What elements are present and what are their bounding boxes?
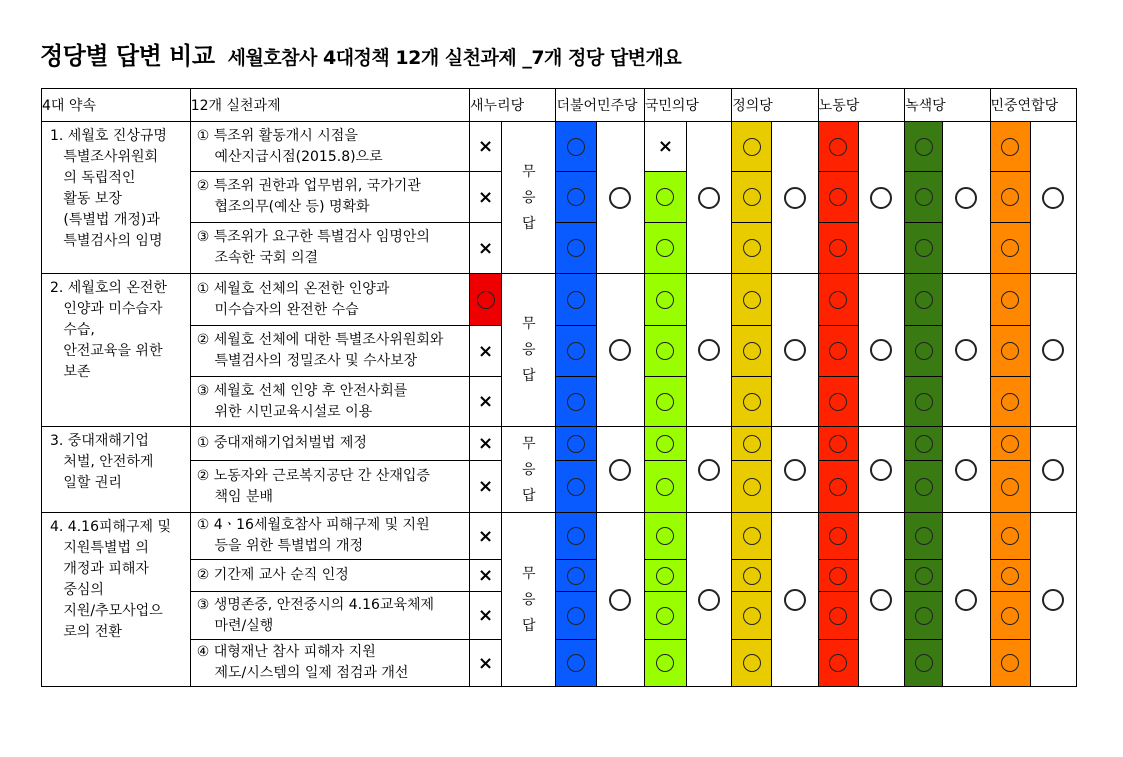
circle-icon <box>656 239 674 257</box>
circle-icon <box>656 654 674 672</box>
circle-icon <box>743 567 761 585</box>
circle-icon <box>656 607 674 625</box>
table-cell <box>818 326 858 377</box>
party-summary <box>858 513 904 687</box>
table-cell <box>644 274 686 326</box>
table-cell <box>556 592 596 640</box>
circle-icon <box>698 459 720 481</box>
circle-icon <box>567 435 585 453</box>
table-cell <box>990 560 1030 592</box>
party-summary <box>943 122 990 274</box>
table-row <box>42 223 1077 274</box>
circle-icon <box>955 589 977 611</box>
party-summary <box>772 122 818 274</box>
circle-icon <box>1001 478 1019 496</box>
cross-mark: × <box>470 377 502 427</box>
party-summary <box>943 513 990 687</box>
circle-icon <box>870 589 892 611</box>
circle-icon <box>829 291 847 309</box>
circle-icon <box>656 527 674 545</box>
party-cell <box>556 122 596 172</box>
circle-icon <box>477 291 495 309</box>
cross-mark: × <box>470 122 502 172</box>
table-cell <box>818 592 858 640</box>
table-cell <box>818 223 858 274</box>
table-cell <box>732 172 772 223</box>
table-cell <box>556 640 596 687</box>
circle-icon <box>656 567 674 585</box>
circle-icon <box>915 607 933 625</box>
circle-icon <box>567 342 585 360</box>
table-row <box>42 461 1077 513</box>
cross-mark: × <box>470 326 502 377</box>
table-row <box>42 560 1077 592</box>
circle-icon <box>915 138 933 156</box>
task-item: ② 기간제 교사 순직 인정 <box>190 560 469 592</box>
party-summary <box>858 122 904 274</box>
page-title <box>40 36 681 71</box>
circle-icon <box>870 339 892 361</box>
no-response: 무 응 답 <box>502 427 556 513</box>
party-summary <box>943 274 990 427</box>
task-item: ③ 생명존중, 안전중시의 4.16교육체제 마련/실행 <box>190 592 469 640</box>
table-cell <box>644 640 686 687</box>
circle-icon <box>1042 459 1064 481</box>
no-response: 무 응 답 <box>502 513 556 687</box>
circle-icon <box>698 589 720 611</box>
circle-icon <box>656 393 674 411</box>
circle-icon <box>609 187 631 209</box>
table-cell <box>732 560 772 592</box>
table-cell <box>905 560 943 592</box>
party-summary <box>1030 122 1076 274</box>
table-cell <box>556 461 596 513</box>
comparison-table <box>41 88 1077 687</box>
table-cell <box>644 326 686 377</box>
task-item: ① 4ㆍ16세월호참사 피해구제 및 지원 등을 위한 특별법의 개정 <box>190 513 469 560</box>
circle-icon <box>1042 339 1064 361</box>
circle-icon <box>743 188 761 206</box>
table-cell <box>644 223 686 274</box>
circle-icon <box>609 339 631 361</box>
task-item: ③ 세월호 선체 인양 후 안전사회를 위한 시민교육시설로 이용 <box>190 377 469 427</box>
promise-area: 3. 중대재해기업 처벌, 안전하게 일할 권리 <box>42 427 191 513</box>
table-cell <box>990 172 1030 223</box>
table-row <box>42 122 1077 172</box>
circle-icon <box>743 291 761 309</box>
circle-icon <box>955 339 977 361</box>
circle-icon <box>743 607 761 625</box>
promise-area: 1. 세월호 진상규명 특별조사위원회 의 독립적인 활동 보장 (특별법 개정)과 특별검사의 임명 <box>42 122 191 274</box>
title-subtitle: 세월호참사 4대정책 12개 실천과제 _7개 정당 답변개요 <box>227 47 682 69</box>
party-summary <box>687 122 732 274</box>
table-cell <box>905 172 943 223</box>
party-summary <box>772 274 818 427</box>
circle-icon <box>955 459 977 481</box>
table-cell <box>556 172 596 223</box>
circle-icon <box>1001 567 1019 585</box>
table-cell <box>556 274 596 326</box>
task-item: ② 세월호 선체에 대한 특별조사위원회와 특별검사의 정밀조사 및 수사보장 <box>190 326 469 377</box>
table-cell <box>644 427 686 461</box>
cross-mark: × <box>644 122 686 172</box>
party-summary <box>596 427 644 513</box>
cross-mark: × <box>470 592 502 640</box>
circle-icon <box>1001 188 1019 206</box>
party-cell <box>818 122 858 172</box>
circle-icon <box>656 435 674 453</box>
circle-icon <box>743 654 761 672</box>
table-cell <box>818 560 858 592</box>
table-cell <box>732 223 772 274</box>
table-cell <box>990 640 1030 687</box>
table-cell <box>732 513 772 560</box>
task-item: ② 노동자와 근로복지공단 간 산재입증 책임 분배 <box>190 461 469 513</box>
circle-icon <box>743 239 761 257</box>
table-cell <box>905 461 943 513</box>
table-cell <box>732 592 772 640</box>
table-cell <box>990 427 1030 461</box>
circle-icon <box>567 654 585 672</box>
table-cell <box>644 513 686 560</box>
circle-icon <box>1042 187 1064 209</box>
circle-icon <box>870 459 892 481</box>
table-cell <box>990 326 1030 377</box>
party-summary <box>687 274 732 427</box>
circle-icon <box>955 187 977 209</box>
table-row <box>42 640 1077 687</box>
party-summary <box>687 513 732 687</box>
party-summary <box>772 427 818 513</box>
table-cell <box>732 640 772 687</box>
party-summary <box>596 513 644 687</box>
circle-icon <box>656 478 674 496</box>
header-task: 12개 실천과제 <box>190 89 469 122</box>
header-party: 정의당 <box>732 89 818 122</box>
party-summary <box>1030 274 1076 427</box>
circle-icon <box>829 478 847 496</box>
table-cell <box>556 427 596 461</box>
no-response: 무 응 답 <box>502 274 556 427</box>
cross-mark: × <box>470 461 502 513</box>
task-item: ① 세월호 선체의 온전한 인양과 미수습자의 완전한 수습 <box>190 274 469 326</box>
circle-icon <box>656 342 674 360</box>
table-row <box>42 326 1077 377</box>
table-cell <box>818 640 858 687</box>
party-cell <box>470 274 502 326</box>
table-cell <box>905 640 943 687</box>
table-cell <box>556 513 596 560</box>
table-cell <box>732 326 772 377</box>
party-summary <box>858 274 904 427</box>
table-row <box>42 592 1077 640</box>
table-cell <box>732 427 772 461</box>
party-summary <box>1030 427 1076 513</box>
table-cell <box>818 274 858 326</box>
circle-icon <box>915 342 933 360</box>
circle-icon <box>698 187 720 209</box>
circle-icon <box>784 589 806 611</box>
table-cell <box>556 326 596 377</box>
circle-icon <box>609 459 631 481</box>
task-item: ① 중대재해기업처벌법 제정 <box>190 427 469 461</box>
party-summary <box>596 274 644 427</box>
circle-icon <box>829 342 847 360</box>
party-summary <box>596 122 644 274</box>
circle-icon <box>915 435 933 453</box>
table-cell <box>644 592 686 640</box>
party-summary <box>687 427 732 513</box>
circle-icon <box>829 527 847 545</box>
circle-icon <box>829 435 847 453</box>
cross-mark: × <box>470 640 502 687</box>
table-cell <box>905 377 943 427</box>
table-cell <box>732 274 772 326</box>
promise-area: 2. 세월호의 온전한 인양과 미수습자 수습, 안전교육을 위한 보존 <box>42 274 191 427</box>
circle-icon <box>1001 239 1019 257</box>
party-summary <box>772 513 818 687</box>
task-item: ③ 특조위가 요구한 특별검사 임명안의 조속한 국회 의결 <box>190 223 469 274</box>
circle-icon <box>870 187 892 209</box>
table-cell <box>905 427 943 461</box>
table-cell <box>905 326 943 377</box>
circle-icon <box>784 339 806 361</box>
cross-mark: × <box>470 223 502 274</box>
circle-icon <box>829 138 847 156</box>
table-cell <box>905 592 943 640</box>
table-cell <box>644 377 686 427</box>
table-row <box>42 274 1077 326</box>
circle-icon <box>743 342 761 360</box>
table-cell <box>990 592 1030 640</box>
circle-icon <box>1001 654 1019 672</box>
circle-icon <box>567 478 585 496</box>
circle-icon <box>784 187 806 209</box>
circle-icon <box>567 291 585 309</box>
circle-icon <box>1001 435 1019 453</box>
circle-icon <box>1001 291 1019 309</box>
circle-icon <box>1001 527 1019 545</box>
circle-icon <box>567 239 585 257</box>
party-summary <box>858 427 904 513</box>
table-cell <box>732 377 772 427</box>
cross-mark: × <box>470 172 502 223</box>
header-party: 민중연합당 <box>990 89 1077 122</box>
header-area: 4대 약속 <box>42 89 191 122</box>
table-cell <box>905 274 943 326</box>
circle-icon <box>915 567 933 585</box>
circle-icon <box>1001 393 1019 411</box>
table-row <box>42 89 1077 122</box>
table-cell <box>644 172 686 223</box>
circle-icon <box>743 478 761 496</box>
party-cell <box>990 122 1030 172</box>
circle-icon <box>698 339 720 361</box>
table-cell <box>905 223 943 274</box>
cross-mark: × <box>470 427 502 461</box>
circle-icon <box>829 567 847 585</box>
header-party: 국민의당 <box>644 89 731 122</box>
header-party: 노동당 <box>818 89 904 122</box>
circle-icon <box>784 459 806 481</box>
circle-icon <box>567 527 585 545</box>
circle-icon <box>915 188 933 206</box>
cross-mark: × <box>470 513 502 560</box>
circle-icon <box>1042 589 1064 611</box>
circle-icon <box>829 393 847 411</box>
circle-icon <box>915 291 933 309</box>
table-cell <box>990 377 1030 427</box>
circle-icon <box>743 138 761 156</box>
circle-icon <box>1001 342 1019 360</box>
circle-icon <box>829 654 847 672</box>
circle-icon <box>656 188 674 206</box>
table-cell <box>990 461 1030 513</box>
circle-icon <box>915 654 933 672</box>
table-cell <box>990 223 1030 274</box>
table-row <box>42 427 1077 461</box>
party-summary <box>1030 513 1076 687</box>
table-cell <box>818 172 858 223</box>
circle-icon <box>609 589 631 611</box>
circle-icon <box>915 393 933 411</box>
circle-icon <box>567 188 585 206</box>
table-cell <box>556 377 596 427</box>
circle-icon <box>915 527 933 545</box>
table-cell <box>990 274 1030 326</box>
table-cell <box>732 461 772 513</box>
table-cell <box>818 377 858 427</box>
cross-mark: × <box>470 560 502 592</box>
no-response: 무 응 답 <box>502 122 556 274</box>
circle-icon <box>829 188 847 206</box>
table-cell <box>818 513 858 560</box>
promise-area: 4. 4.16피해구제 및 지원특별법 의 개정과 피해자 중심의 지원/추모사업으 로의 전환 <box>42 513 191 687</box>
table-cell <box>644 461 686 513</box>
task-item: ④ 대형재난 참사 피해자 지원 제도/시스템의 일제 점검과 개선 <box>190 640 469 687</box>
task-item: ② 특조위 권한과 업무범위, 국가기관 협조의무(예산 등) 명확화 <box>190 172 469 223</box>
table-cell <box>990 513 1030 560</box>
header-party: 더불어민주당 <box>556 89 644 122</box>
circle-icon <box>1001 138 1019 156</box>
circle-icon <box>567 393 585 411</box>
header-party: 녹색당 <box>905 89 990 122</box>
table-row <box>42 513 1077 560</box>
table-row <box>42 172 1077 223</box>
header-party: 새누리당 <box>470 89 556 122</box>
title-main: 정당별 답변 비교 <box>40 42 215 70</box>
party-cell <box>732 122 772 172</box>
circle-icon <box>567 138 585 156</box>
table-cell <box>818 461 858 513</box>
table-cell <box>644 560 686 592</box>
table-cell <box>556 560 596 592</box>
table-cell <box>905 513 943 560</box>
circle-icon <box>743 527 761 545</box>
task-item: ① 특조위 활동개시 시점을 예산지급시점(2015.8)으로 <box>190 122 469 172</box>
circle-icon <box>915 478 933 496</box>
circle-icon <box>656 291 674 309</box>
circle-icon <box>743 393 761 411</box>
circle-icon <box>1001 607 1019 625</box>
circle-icon <box>829 239 847 257</box>
party-cell <box>905 122 943 172</box>
table-row <box>42 377 1077 427</box>
circle-icon <box>915 239 933 257</box>
table-cell <box>556 223 596 274</box>
circle-icon <box>567 567 585 585</box>
circle-icon <box>829 607 847 625</box>
circle-icon <box>567 607 585 625</box>
party-summary <box>943 427 990 513</box>
circle-icon <box>743 435 761 453</box>
table-cell <box>818 427 858 461</box>
